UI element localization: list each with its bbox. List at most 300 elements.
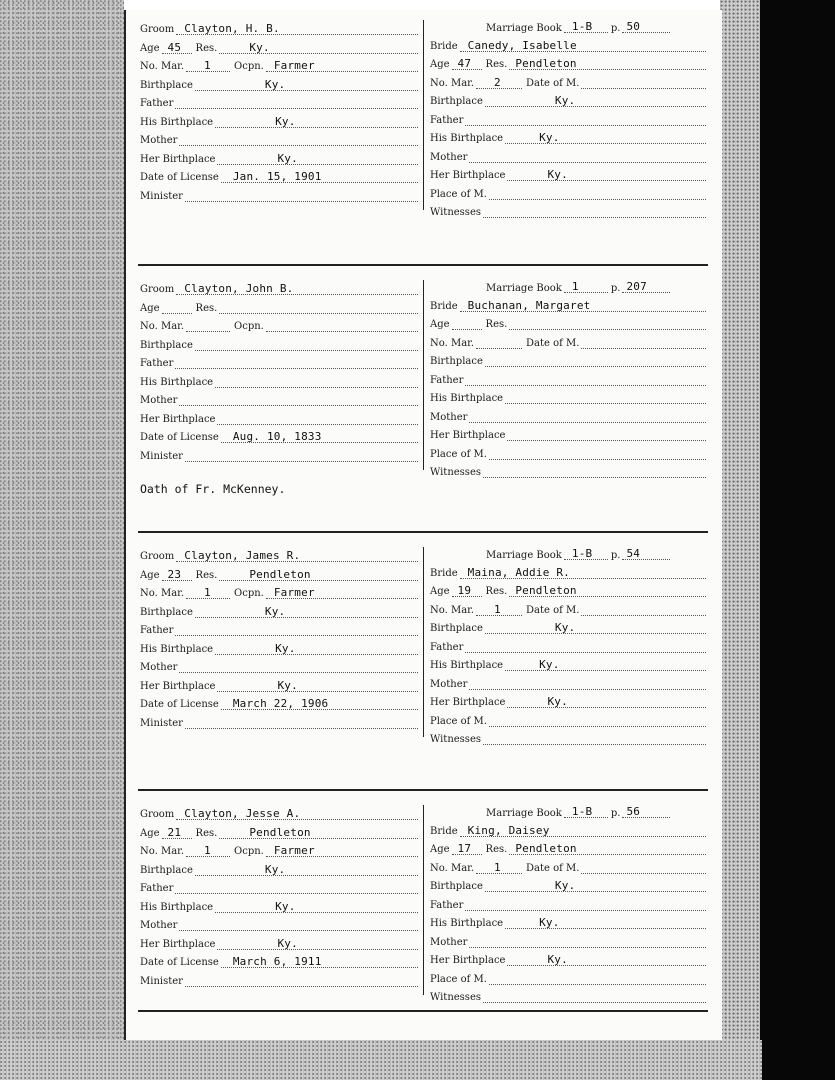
groom-age-field [162,827,192,839]
scan-left-margin [0,0,124,1080]
groom-his-birthplace-label: His Birthplace [140,116,214,128]
bride-row [430,445,706,461]
groom-section [140,278,420,478]
bride-mother-label: Mother [430,151,468,163]
groom-father-label: Father [140,625,174,636]
bride-row [430,55,706,71]
bride-birthplace-field [485,95,706,107]
groom-label: Groom [140,24,175,35]
bride-her-birthplace-label: Her Birthplace [430,430,506,441]
marriage-book-label: Marriage Book [486,550,562,561]
groom-his-birthplace-value: Ky. [275,641,296,655]
bride-father-field [465,899,706,911]
groom-birthplace-field [195,339,418,351]
bride-no-mar-value: 2 [494,75,501,89]
bride-father-label: Father [430,899,464,911]
groom-birthplace-value: Ky. [264,862,286,876]
groom-age-value: 45 [167,40,182,54]
groom-row [140,898,418,914]
bride-mother-label: Mother [430,411,468,423]
bride-his-birthplace-field [505,392,706,404]
bride-age-value: 17 [457,842,472,855]
bride-age-value: 19 [457,584,472,597]
bride-her-birthplace-field [507,696,706,708]
groom-section [140,803,420,1003]
groom-row [140,805,418,821]
groom-value: Clayton, John B. [184,282,294,295]
marriage-book-label: Marriage Book [486,808,562,819]
groom-her-birthplace-label: Her Birthplace [140,680,216,692]
bride-no-mar-value: 1 [494,860,501,874]
groom-father-field [175,624,418,636]
bride-place-of-m-label: Place of M. [430,973,487,985]
bride-age-label: Age [430,59,450,70]
page-value: 56 [626,805,641,818]
bride-row [430,148,706,164]
bride-his-birthplace-field [505,659,706,671]
groom-age-label: Age [140,569,160,581]
bride-age-label: Age [430,844,450,855]
groom-mother-field [179,919,418,931]
column-divider [423,20,424,210]
groom-birthplace-field [195,79,418,91]
groom-row [140,410,418,426]
groom-res-value: Ky. [249,40,270,54]
groom-row [140,953,418,969]
groom-no-mar-field [186,587,230,599]
groom-row [140,280,418,296]
groom-row [140,168,418,184]
groom-row [140,695,418,711]
bride-field [460,300,706,312]
groom-row [140,842,418,858]
groom-birthplace-label: Birthplace [140,79,193,91]
groom-row [140,57,418,73]
bride-row [430,619,706,635]
groom-row [140,39,418,55]
groom-field [176,23,418,35]
bride-value: Maina, Addie R. [467,565,570,579]
groom-value: Clayton, H. B. [184,22,280,35]
groom-date-of-license-field [221,698,418,710]
marriage-book-field [564,21,608,33]
groom-no-mar-label: No. Mar. [140,61,185,72]
bride-res-label: Res. [485,59,508,70]
groom-row [140,299,418,315]
bride-section [430,803,708,1003]
bride-value: King, Daisey [467,823,550,837]
bride-row [430,840,706,856]
bride-res-value: Pendleton [515,57,577,70]
column-divider [423,547,424,737]
bride-no-mar-label: No. Mar. [430,862,475,874]
groom-date-of-license-field [221,956,418,968]
bride-mother-label: Mother [430,678,468,690]
groom-section [140,545,420,745]
groom-his-birthplace-value: Ky. [275,899,296,913]
groom-row [140,935,418,951]
marriage-book-label: Marriage Book [486,23,562,34]
bride-row [430,334,706,350]
bride-birthplace-value: Ky. [554,621,576,634]
bride-age-value: 47 [457,57,472,70]
marriage-book-label: Marriage Book [486,283,562,294]
bride-witnesses-label: Witnesses [430,734,481,745]
groom-age-value: 21 [167,825,182,839]
bride-row [430,352,706,368]
groom-field [176,283,418,295]
groom-row [140,76,418,92]
bride-row [430,408,706,424]
bride-row [430,601,706,617]
groom-minister-field [185,975,418,987]
groom-age-field [162,569,192,581]
bride-row [430,951,706,967]
groom-her-birthplace-label: Her Birthplace [140,938,216,950]
groom-his-birthplace-field [215,116,418,128]
bride-row [430,656,706,672]
bride-her-birthplace-field [507,954,706,966]
bride-place-of-m-field [489,188,706,200]
groom-his-birthplace-field [215,376,418,388]
groom-row [140,566,418,582]
groom-her-birthplace-label: Her Birthplace [140,153,216,165]
groom-date-of-license-value: March 22, 1906 [232,697,329,710]
groom-her-birthplace-value: Ky. [277,151,298,165]
groom-row [140,317,418,333]
marriage-book-ref [486,545,670,561]
page-field [622,548,670,560]
bride-res-label: Res. [485,844,508,855]
groom-her-birthplace-label: Her Birthplace [140,413,216,425]
groom-ocpn-field [266,845,418,857]
groom-ocpn-value: Farmer [273,586,315,599]
groom-no-mar-label: No. Mar. [140,321,185,332]
bride-birthplace-label: Birthplace [430,881,483,892]
bride-birthplace-field [485,622,706,634]
bride-age-field [452,58,482,70]
scan-right-margin [720,0,762,1080]
groom-mother-field [179,661,418,673]
groom-no-mar-value: 1 [204,586,211,599]
bride-res-field [509,585,706,597]
bride-date-of-m-field [581,337,706,349]
bride-row [430,74,706,90]
groom-ocpn-field [266,587,418,599]
groom-ocpn-label: Ocpn. [234,846,264,857]
bride-row [430,166,706,182]
groom-value: Clayton, Jesse A. [184,807,301,820]
bride-field [460,825,706,837]
groom-ocpn-label: Ocpn. [234,588,264,599]
bride-place-of-m-label: Place of M. [430,715,487,727]
bride-label: Bride [430,40,458,52]
bride-her-birthplace-label: Her Birthplace [430,697,506,708]
groom-date-of-license-field [221,431,418,443]
groom-row [140,658,418,674]
groom-row [140,621,418,637]
bride-no-mar-field [476,77,522,89]
groom-row [140,861,418,877]
bride-mother-field [469,151,706,163]
bride-place-of-m-field [489,448,706,460]
groom-date-of-license-value: Jan. 15, 1901 [232,170,322,183]
bride-his-birthplace-field [505,917,706,929]
bride-her-birthplace-value: Ky. [547,953,568,966]
page-value: 54 [626,547,641,560]
groom-her-birthplace-field [217,413,418,425]
bride-witnesses-field [483,206,706,218]
groom-row [140,879,418,895]
bride-value: Canedy, Isabelle [467,38,577,52]
groom-row [140,391,418,407]
groom-res-value: Pendleton [249,567,311,581]
bride-place-of-m-field [489,715,706,727]
marriage-book-value: 1 [571,280,579,293]
bride-label: Bride [430,825,458,837]
bride-row [430,896,706,912]
page-value: 207 [626,280,647,293]
marriage-book-field [564,806,608,818]
groom-row [140,603,418,619]
bride-place-of-m-field [489,973,706,985]
groom-no-mar-field [186,60,230,72]
groom-date-of-license-field [221,171,418,183]
bride-no-mar-field [476,862,522,874]
bride-date-of-m-label: Date of M. [526,604,580,616]
bride-his-birthplace-label: His Birthplace [430,393,504,404]
page-bottom-rule [138,1010,708,1012]
groom-mother-field [179,134,418,146]
groom-section [140,18,420,218]
bride-his-birthplace-value: Ky. [539,131,560,144]
groom-minister-label: Minister [140,450,183,462]
groom-no-mar-field [186,320,230,332]
bride-row [430,426,706,442]
groom-her-birthplace-field [217,153,418,165]
groom-mother-label: Mother [140,662,178,673]
bride-birthplace-label: Birthplace [430,96,483,107]
groom-age-label: Age [140,302,160,314]
bride-res-label: Res. [485,586,508,597]
bride-mother-label: Mother [430,936,468,948]
groom-birthplace-label: Birthplace [140,606,193,618]
bride-father-field [465,374,706,386]
groom-his-birthplace-label: His Birthplace [140,643,214,655]
groom-age-field [162,42,192,54]
page-label: p. [610,808,621,819]
bride-date-of-m-field [581,77,706,89]
groom-birthplace-value: Ky. [264,77,286,91]
bride-row [430,970,706,986]
bride-res-label: Res. [485,319,508,330]
marriage-book-field [564,281,608,293]
groom-res-label: Res. [195,42,218,54]
groom-row [140,584,418,600]
page-field [622,21,670,33]
scan-right-edge [760,0,835,1080]
bride-witnesses-label: Witnesses [430,467,481,478]
groom-ocpn-value: Farmer [273,844,315,857]
bride-row [430,712,706,728]
groom-row [140,640,418,656]
groom-father-field [175,882,418,894]
bride-her-birthplace-field [507,169,706,181]
bride-witnesses-field [483,733,706,745]
groom-his-birthplace-label: His Birthplace [140,376,214,388]
bride-mother-field [469,936,706,948]
bride-his-birthplace-label: His Birthplace [430,660,504,671]
groom-mother-label: Mother [140,135,178,146]
groom-birthplace-value: Ky. [264,604,286,618]
bride-age-field [452,843,482,855]
groom-field [176,808,418,820]
groom-row [140,428,418,444]
groom-ocpn-label: Ocpn. [234,321,264,332]
bride-row [430,371,706,387]
page-field [622,806,670,818]
groom-father-label: Father [140,358,174,369]
bride-row [430,822,706,838]
bride-birthplace-field [485,355,706,367]
bride-father-label: Father [430,114,464,126]
groom-minister-label: Minister [140,717,183,729]
groom-row [140,94,418,110]
groom-res-field [219,569,418,581]
groom-his-birthplace-value: Ky. [275,114,296,128]
groom-date-of-license-value: March 6, 1911 [232,955,322,968]
bride-field [460,40,706,52]
groom-her-birthplace-value: Ky. [277,678,298,692]
groom-row [140,447,418,463]
bride-row [430,389,706,405]
groom-date-of-license-value: Aug. 10, 1833 [232,430,322,443]
marriage-book-ref [486,278,670,294]
bride-date-of-m-label: Date of M. [526,77,580,89]
bride-row [430,463,706,479]
bride-mother-field [469,411,706,423]
groom-father-label: Father [140,98,174,109]
groom-field [176,550,418,562]
bride-date-of-m-label: Date of M. [526,337,580,349]
groom-res-label: Res. [195,827,218,839]
bride-father-label: Father [430,374,464,386]
groom-mother-field [179,394,418,406]
bride-row [430,315,706,331]
bride-row [430,877,706,893]
bride-date-of-m-field [581,604,706,616]
bride-mother-field [469,678,706,690]
bride-no-mar-field [476,604,522,616]
bride-her-birthplace-value: Ky. [547,695,568,708]
groom-date-of-license-label: Date of License [140,172,219,183]
groom-res-label: Res. [195,302,218,314]
bride-birthplace-field [485,880,706,892]
scan-bottom-margin [0,1040,762,1080]
bride-birthplace-value: Ky. [554,879,576,892]
bride-res-field [509,318,706,330]
bride-his-birthplace-label: His Birthplace [430,133,504,144]
groom-age-label: Age [140,42,160,54]
groom-no-mar-label: No. Mar. [140,846,185,857]
groom-mother-label: Mother [140,920,178,931]
groom-ocpn-field [266,320,418,332]
record-separator [138,264,708,266]
column-divider [423,805,424,995]
record-separator [138,531,708,533]
bride-no-mar-value: 1 [494,602,501,616]
bride-age-label: Age [430,319,450,330]
marriage-book-value: 1-B [571,805,593,818]
groom-date-of-license-label: Date of License [140,432,219,443]
bride-birthplace-label: Birthplace [430,356,483,367]
bride-row [430,988,706,1004]
bride-witnesses-label: Witnesses [430,992,481,1003]
groom-birthplace-field [195,606,418,618]
page-label: p. [610,23,621,34]
bride-row [430,914,706,930]
bride-her-birthplace-field [507,429,706,441]
bride-row [430,203,706,219]
groom-label: Groom [140,809,175,820]
groom-age-label: Age [140,827,160,839]
bride-row [430,185,706,201]
bride-label: Bride [430,567,458,579]
groom-minister-label: Minister [140,190,183,202]
groom-age-field [162,302,192,314]
groom-ocpn-value: Farmer [273,59,315,72]
groom-his-birthplace-label: His Birthplace [140,901,214,913]
bride-no-mar-label: No. Mar. [430,77,475,89]
marriage-book-field [564,548,608,560]
bride-row [430,693,706,709]
bride-row [430,730,706,746]
groom-row [140,373,418,389]
marriage-book-ref [486,18,670,34]
marriage-record-page [124,10,722,1040]
groom-ocpn-label: Ocpn. [234,61,264,72]
groom-father-field [175,97,418,109]
groom-row [140,187,418,203]
bride-date-of-m-field [581,862,706,874]
groom-res-field [219,42,418,54]
bride-birthplace-value: Ky. [554,94,576,107]
groom-row [140,20,418,36]
groom-res-field [219,302,418,314]
groom-row [140,972,418,988]
groom-no-mar-label: No. Mar. [140,588,185,599]
groom-minister-label: Minister [140,975,183,987]
bride-her-birthplace-label: Her Birthplace [430,170,506,181]
groom-age-value: 23 [167,567,182,581]
bride-row [430,297,706,313]
marriage-book-value: 1-B [571,20,593,33]
bride-row [430,933,706,949]
bride-his-birthplace-value: Ky. [539,916,560,929]
bride-res-value: Pendleton [515,584,577,597]
bride-row [430,638,706,654]
groom-row [140,336,418,352]
groom-her-birthplace-value: Ky. [277,936,298,950]
page-label: p. [610,283,621,294]
groom-no-mar-field [186,845,230,857]
bride-age-label: Age [430,586,450,597]
bride-birthplace-label: Birthplace [430,623,483,634]
bride-his-birthplace-value: Ky. [539,658,560,671]
groom-minister-field [185,190,418,202]
groom-value: Clayton, James R. [184,549,301,562]
bride-no-mar-label: No. Mar. [430,604,475,616]
